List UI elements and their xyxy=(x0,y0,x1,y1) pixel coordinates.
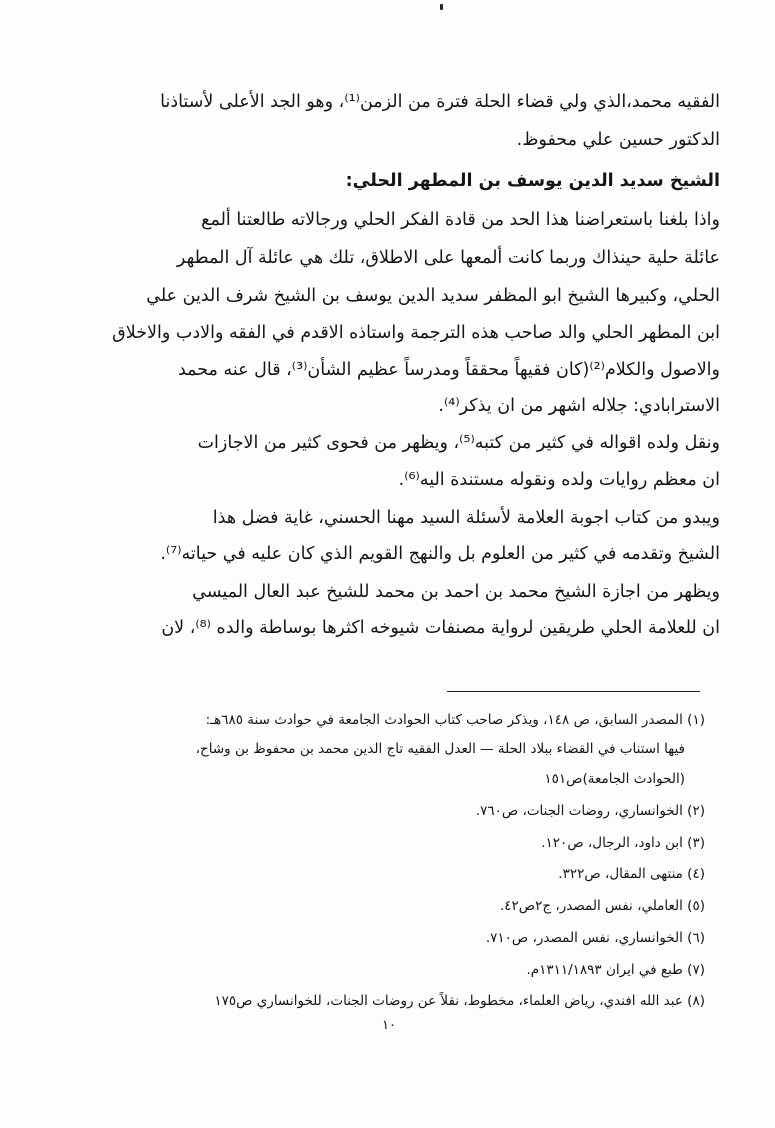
body-text xyxy=(60,84,720,644)
body-line-11: ان معظم روايات ولده ونقوله مستندة اليه⁽⁶⁾. xyxy=(398,470,720,490)
page-number: ١٠ xyxy=(382,1018,396,1033)
section-heading: الشيخ سديد الدين يوسف بن المطهر الحلي: xyxy=(345,171,720,191)
footnote-4: (٤) منتهى المقال، ص٣٢٢. xyxy=(558,866,705,882)
body-line-1: الفقيه محمد،الذي ولي قضاء الحلة فترة من الزمن⁽¹⁾، وهو الجد الأعلى لأستاذنا xyxy=(160,92,720,112)
footnote-1-cont-b: (الحوادث الجامعة)ص١٥١ xyxy=(544,771,685,787)
body-line-15: ان للعلامة الحلي طريقين لرواية مصنفات شيوخه اكثرها بوساطة والده ⁽⁸⁾، لان xyxy=(161,618,720,638)
footnote-7: (٧) طبع في ايران ١٣١١/١٨٩٣م. xyxy=(526,962,705,978)
body-line-14: ويظهر من اجازة الشيخ محمد بن احمد بن محمد للشيخ عبد العال الميسي xyxy=(192,582,720,602)
footnote-divider xyxy=(447,691,700,692)
body-line-13: الشيخ وتقدمه في كثير من العلوم بل والنهج القويم الذي كان عليه في حياته⁽⁷⁾. xyxy=(160,544,720,564)
scan-speck xyxy=(440,4,443,10)
body-line-2: الدكتور حسين علي محفوظ. xyxy=(516,130,720,150)
body-line-10: ونقل ولده اقواله في كثير من كتبه⁽⁵⁾، ويظهر من فحوى كثير من الاجازات xyxy=(197,433,720,453)
body-line-7: ابن المطهر الحلي والد صاحب هذه الترجمة واستاذه الاقدم في الفقه والادب والاخلاق xyxy=(112,323,720,343)
footnote-6: (٦) الخوانساري، نفس المصدر، ص٧١٠. xyxy=(485,930,705,946)
footnote-8: (٨) عبد الله افندي، رياض العلماء، مخطوط، نقلاً عن روضات الجنات، للخوانساري ص١٧٥ xyxy=(214,993,705,1009)
body-line-12: ويبدو من كتاب اجوبة العلامة لأسئلة السيد مهنا الحسني، غاية فضل هذا xyxy=(212,508,720,528)
footnote-3: (٣) ابن داود، الرجال، ص١٢٠. xyxy=(541,835,705,851)
footnote-2: (٢) الخوانساري، روضات الجنات، ص٧٦٠. xyxy=(475,803,705,819)
body-line-8: والاصول والكلام⁽²⁾(كان فقيهاً محققاً ومدرساً عظيم الشأن⁽³⁾، قال عنه محمد xyxy=(177,360,720,380)
footnote-1-cont-a: فيها استناب في القضاء ببلاد الحلة — العدل الفقيه تاج الدين محمد بن محفوظ بن وشاح، xyxy=(195,741,685,757)
footnote-5: (٥) العاملي، نفس المصدر، ج٢ص٤٢. xyxy=(499,898,705,914)
footnote-1: (١) المصدر السابق، ص ١٤٨، ويذكر صاحب كتاب الحوادث الجامعة في حوادث سنة ٦٨٥هـ: xyxy=(205,712,705,728)
body-line-4: واذا بلغنا باستعراضنا هذا الحد من قادة الفكر الحلي ورجالاته طالعتنا ألمع xyxy=(201,210,720,230)
body-line-5: عائلة حلية حينذاك وربما كانت ألمعها على الاطلاق، تلك هي عائلة آل المطهر xyxy=(176,248,720,268)
body-line-6: الحلي، وكبيرها الشيخ ابو المظفر سديد الدين يوسف بن الشيخ شرف الدين علي xyxy=(146,286,720,306)
body-line-9: الاسترابادي: جلاله اشهر من ان يذكر⁽⁴⁾. xyxy=(438,396,720,416)
